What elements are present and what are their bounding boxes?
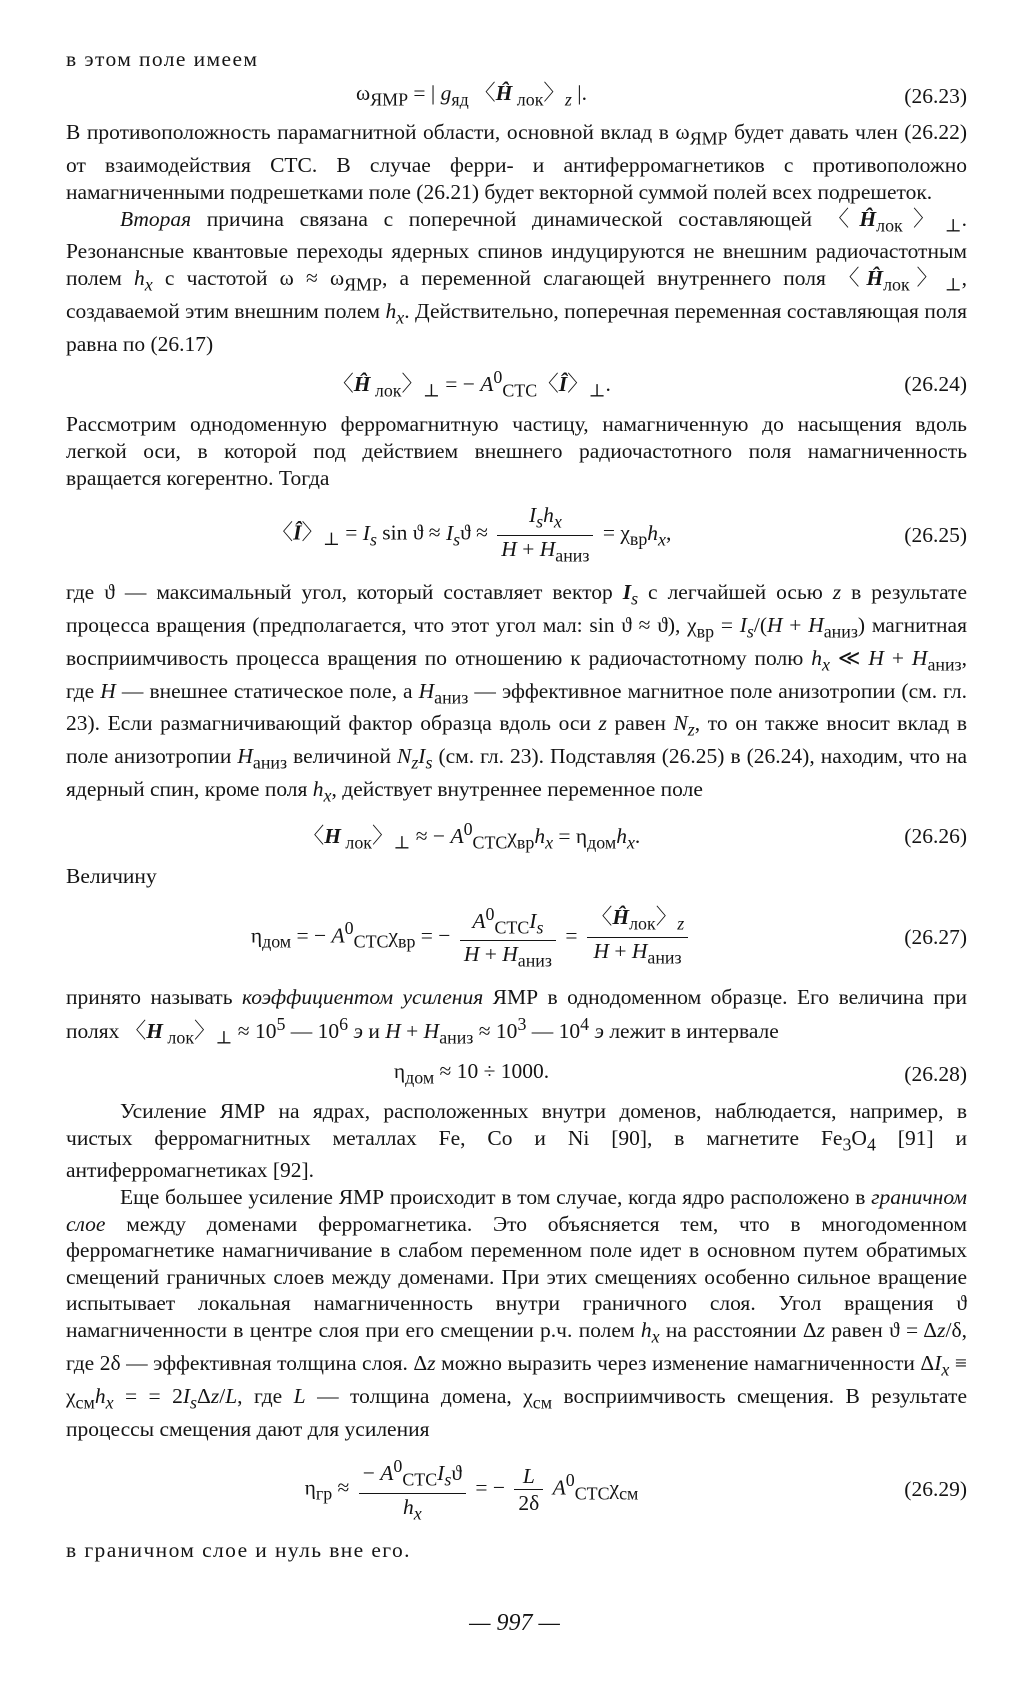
paragraph: Усиление ЯМР на ядрах, расположенных внутри доменов, наблюдается, например, в чистых ферромагнитных металлах Fe, Co и Ni [90], в магнетите $Fe_3O_4$ [91] и антиферромагнетиках [92]. [66, 1099, 968, 1183]
equation [66, 902, 967, 973]
equation [66, 1454, 967, 1525]
paragraph: где ϑ — максимальный угол, который составляет вектор $I_s$ с легчайшей осью z в результате процесса вращения (предполагается, что этот угол мал: sin ϑ ≈ ϑ), $\chi_{вр} = I_s/(H + H_{аниз})$ магнитная восприимчивость процесса вращения по отношению к радиочастотному полю $h_x$ ≪ $H + H_{аниз}$, где H — внешнее статическое поле, а $H_{аниз}$ — эффективное магнитное поле анизотропии (см. гл. 23). Если размагничивающий фактор образца вдоль оси z равен $N_z$, то он также вносит вклад в поле анизотропии $H_{аниз}$ величиной $N_zI_s$ (см. гл. 23). Подставляя (26.25) в (26.24), находим, что на ядерный спин, кроме поля $h_x$, действует внутреннее переменное поле [66, 579, 967, 806]
page-number: — 997 — [469, 1610, 560, 1636]
equation-number: (26.26) [904, 823, 967, 848]
equation-body: $\eta_{гр}$ ≈ $\frac{- A^0_{СТС}I_sϑ}{h_x}$ = − $\frac{L}{2\delta}$ $A^0_{СТС}\chi_{см}$ [304, 1456, 639, 1524]
equation [66, 80, 967, 113]
equation-number: (26.24) [904, 372, 967, 397]
paragraph: Величину [66, 864, 157, 889]
page-content [66, 46, 967, 1564]
equation-body: $\eta_{дом}$ = − $A^0_{СТС}\chi_{вр}$ = − $\frac{A^0_{СТС}I_s}{H + H_{аниз}}$ = $\frac{〈Ĥ_{лок}〉_z}{H + H_{аниз}}$ [66, 902, 877, 973]
equation-number: (26.29) [904, 1477, 967, 1502]
equation-number: (26.27) [904, 924, 967, 949]
equation-body: 〈Î〉$_\perp = I_s$ $\sin ϑ \approx I_sϑ$ ≈ $\frac{I_sh_x}{H + H_{аниз}}$ = $\chi_{вр}h_x$, [271, 503, 672, 565]
equation-number: (26.23) [904, 83, 967, 108]
paragraph: Рассмотрим однодоменную ферромагнитную частицу, намагниченную до насыщения вдоль легкой оси, в которой под действием внешнего радиочастотного поля намагниченность вращается когерентно. Тогда [66, 412, 967, 490]
paragraph: в граничном слое и нуль вне его. [66, 1538, 411, 1563]
equation [66, 1058, 967, 1091]
paragraph: В противоположность парамагнитной области, основной вклад в $\omega_{ЯМР}$ будет давать член (26.22) от взаимодействия СТС. В случае ферри- и антиферромагнетиков с противоположно намагниченными подрешетками поле (26.21) будет векторной суммой полей всех подрешеток. [66, 120, 967, 204]
equation-body: 〈Ĥ $_{лок}$〉$_\perp$ = − $A^0_{СТС}$〈Î〉$_\perp$. [332, 367, 611, 401]
paragraph: в этом поле имеем [66, 47, 259, 71]
equation [66, 364, 967, 404]
equation-number: (26.25) [904, 522, 967, 547]
equation-body: $\eta_{дом} \approx 10 \div 1000$. [393, 1059, 550, 1088]
paragraph: Еще большее усиление ЯМР происходит в том случае, когда ядро расположено в граничном слое между доменами ферромагнетика. Это объясняется тем, что в многодоменном ферромагнетике намагничивание в слабом переменном поле идет в основном путем обратимых смещений граничных слоев между доменами. При этих смещениях особенно сильное вращение испытывает локальная намагниченность внутри граничного слоя. Угол вращения ϑ намагниченности в центре слоя при его смещении р.ч. полем $h_x$ на расстоянии Δz равен ϑ = Δz/δ, где 2δ — эффективная толщина слоя. Δz можно выразить через изменение намагниченности $\Delta I_x \equiv \chi_{см}h_x$ = = $2I_s\Delta z/L$, где L — толщина домена, $\chi_{см}$ восприимчивость смещения. В результате процессы смещения дают для усиления [66, 1185, 967, 1441]
equation-body: 〈H $_{лок}$〉$_\perp$ ≈ − $A^0_{СТС}\chi_{вр}h_x = \eta_{дом}h_x$. [302, 819, 641, 853]
paragraph: принято называть коэффициентом усиления ЯМР в однодоменном образце. Его величина при полях 〈H $_{лок}$〉$_\perp \approx 10^5$ — $10^6$ э и $H + H_{аниз} \approx 10^3$ — $10^4$ э лежит в интервале [66, 985, 968, 1048]
equation [66, 816, 967, 856]
equation-number: (26.28) [904, 1062, 967, 1087]
paragraph: Вторая причина связана с поперечной динамической составляющей 〈$Ĥ_{лок}$〉$_\perp$. Резонансные квантовые переходы ядерных спинов индуцируются не внешним радиочастотным полем $h_x$ с частотой $\omega \approx \omega_{ЯМР}$, а переменной слагающей внутреннего поля 〈$Ĥ_{лок}$〉$_\perp$, создаваемой этим внешним полем $h_x$. Действительно, поперечная переменная составляющая поля равна по (26.17) [66, 206, 967, 356]
equation-body: $\omega_{ЯМР}$ = | $g_{яд}$ 〈Ĥ $_{лок}$〉$_z$ |. [356, 80, 587, 109]
equation [66, 503, 967, 567]
